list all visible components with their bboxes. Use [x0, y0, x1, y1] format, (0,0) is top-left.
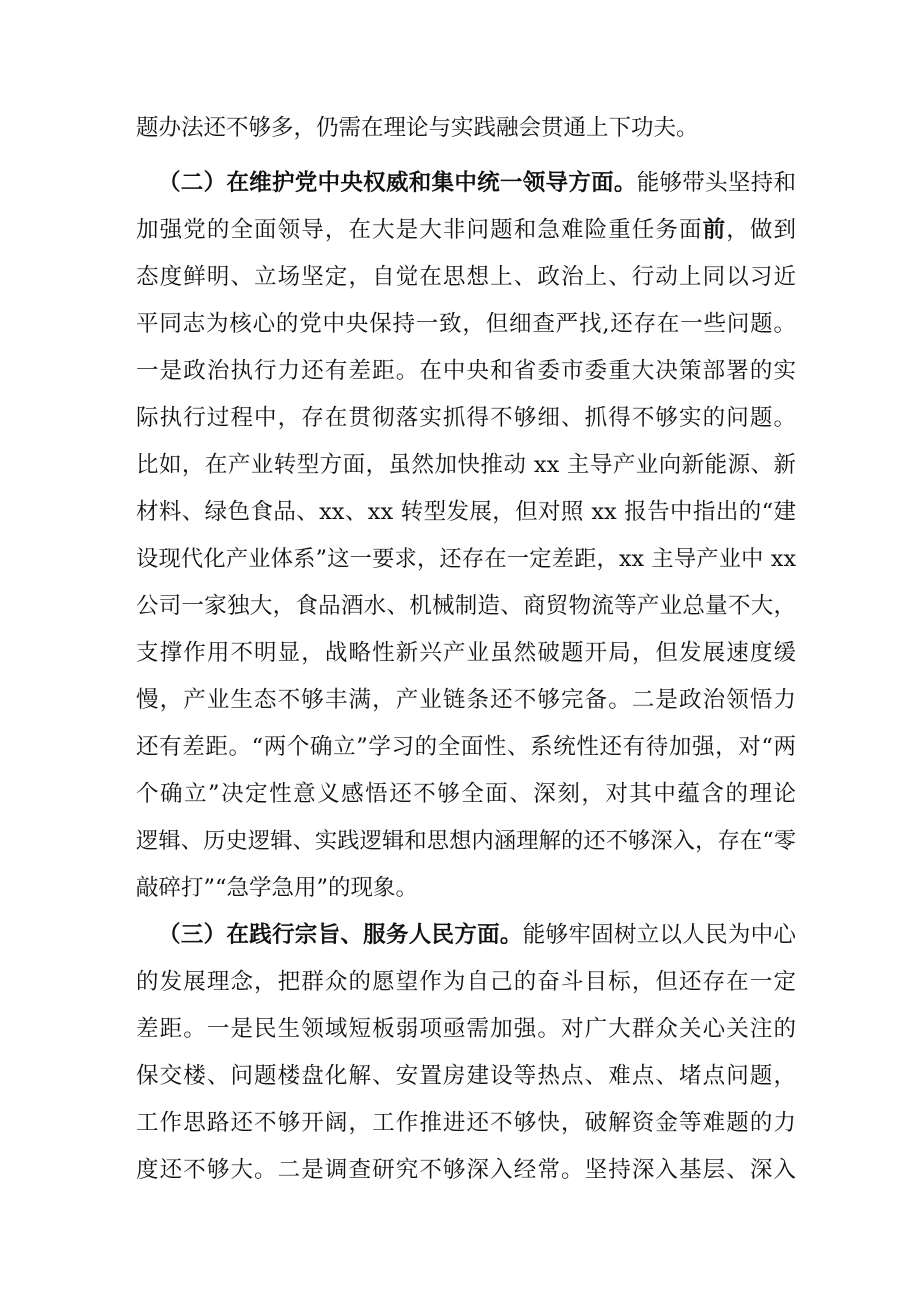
bold-run: 前 [702, 217, 727, 243]
text-run: 还有差距。“两个确立”学习的全面性、系统性还有待加强，对“两 [136, 734, 796, 760]
text-run: 设现代化产业体系”这一要求，还存在一定差距，xx 主导产业中 xx [136, 546, 796, 572]
text-line [136, 541, 796, 577]
section-heading-3: （三）在践行宗旨、服务人民方面。 [158, 922, 523, 948]
text-run: 敲碎打”“急学急用”的现象。 [136, 875, 419, 901]
text-line [136, 400, 796, 436]
text-line [136, 353, 796, 389]
text-run: 材料、绿色食品、xx、xx 转型发展，但对照 xx 报告中指出的“建 [136, 499, 796, 525]
text-run: 逻辑、历史逻辑、实践逻辑和思想内涵理解的还不够深入，存在“零 [136, 828, 796, 854]
text-line [136, 1058, 796, 1094]
text-line [136, 964, 796, 1000]
text-run: 度还不够大。二是调查研究不够深入经常。坚持深入基层、深入 [136, 1157, 796, 1183]
text-run: 题办法还不够多，仍需在理论与实践融会贯通上下功夫。 [136, 115, 699, 141]
section-heading-line [158, 165, 796, 201]
text-run: 能够带头坚持和 [636, 170, 796, 196]
text-run: 能够牢固树立以人民为中心 [522, 922, 796, 948]
text-line [136, 110, 796, 146]
section-heading-line [158, 917, 796, 953]
text-run: 差距。一是民生领域短板弱项亟需加强。对广大群众关心关注的 [136, 1016, 796, 1042]
text-line [136, 306, 796, 342]
text-run: 个确立”决定性意义感悟还不够全面、深刻，对其中蕴含的理论 [136, 781, 796, 807]
text-line [136, 729, 796, 765]
text-run: 支撑作用不明显，战略性新兴产业虽然破题开局，但发展速度缓 [136, 640, 796, 666]
text-line [136, 259, 796, 295]
text-run: 比如，在产业转型方面，虽然加快推动 xx 主导产业向新能源、新 [136, 452, 796, 478]
text-run: 平同志为核心的党中央保持一致，但细查严找,还存在一些问题。 [136, 311, 796, 337]
text-run: 公司一家独大，食品酒水、机械制造、商贸物流等产业总量不大， [136, 593, 796, 619]
text-run: 际执行过程中，存在贯彻落实抓得不够细、抓得不够实的问题。 [136, 405, 796, 431]
text-run: 保交楼、问题楼盘化解、安置房建设等热点、难点、堵点问题， [136, 1063, 796, 1089]
text-run: 一是政治执行力还有差距。在中央和省委市委重大决策部署的实 [136, 358, 796, 384]
text-run: 的发展理念，把群众的愿望作为自己的奋斗目标，但还存在一定 [136, 969, 796, 995]
text-line [136, 823, 796, 859]
text-line [136, 494, 796, 530]
text-run: 工作思路还不够开阔，工作推进还不够快，破解资金等难题的力 [136, 1110, 796, 1136]
text-run: 慢，产业生态不够丰满，产业链条还不够完备。二是政治领悟力 [136, 687, 796, 713]
text-line [136, 776, 796, 812]
text-line [136, 588, 796, 624]
text-line [136, 635, 796, 671]
text-line [136, 1152, 796, 1188]
text-line [136, 1011, 796, 1047]
text-line [136, 212, 796, 248]
text-run: 加强党的全面领导，在大是大非问题和急难险重任务面 [136, 217, 703, 243]
text-line [136, 870, 796, 906]
text-line [136, 1105, 796, 1141]
text-run: ，做到 [726, 217, 796, 243]
text-line [136, 447, 796, 483]
text-line [136, 682, 796, 718]
section-heading-2: （二）在维护党中央权威和集中统一领导方面。 [158, 170, 637, 196]
text-run: 态度鲜明、立场坚定，自觉在思想上、政治上、行动上同以习近 [136, 264, 796, 290]
